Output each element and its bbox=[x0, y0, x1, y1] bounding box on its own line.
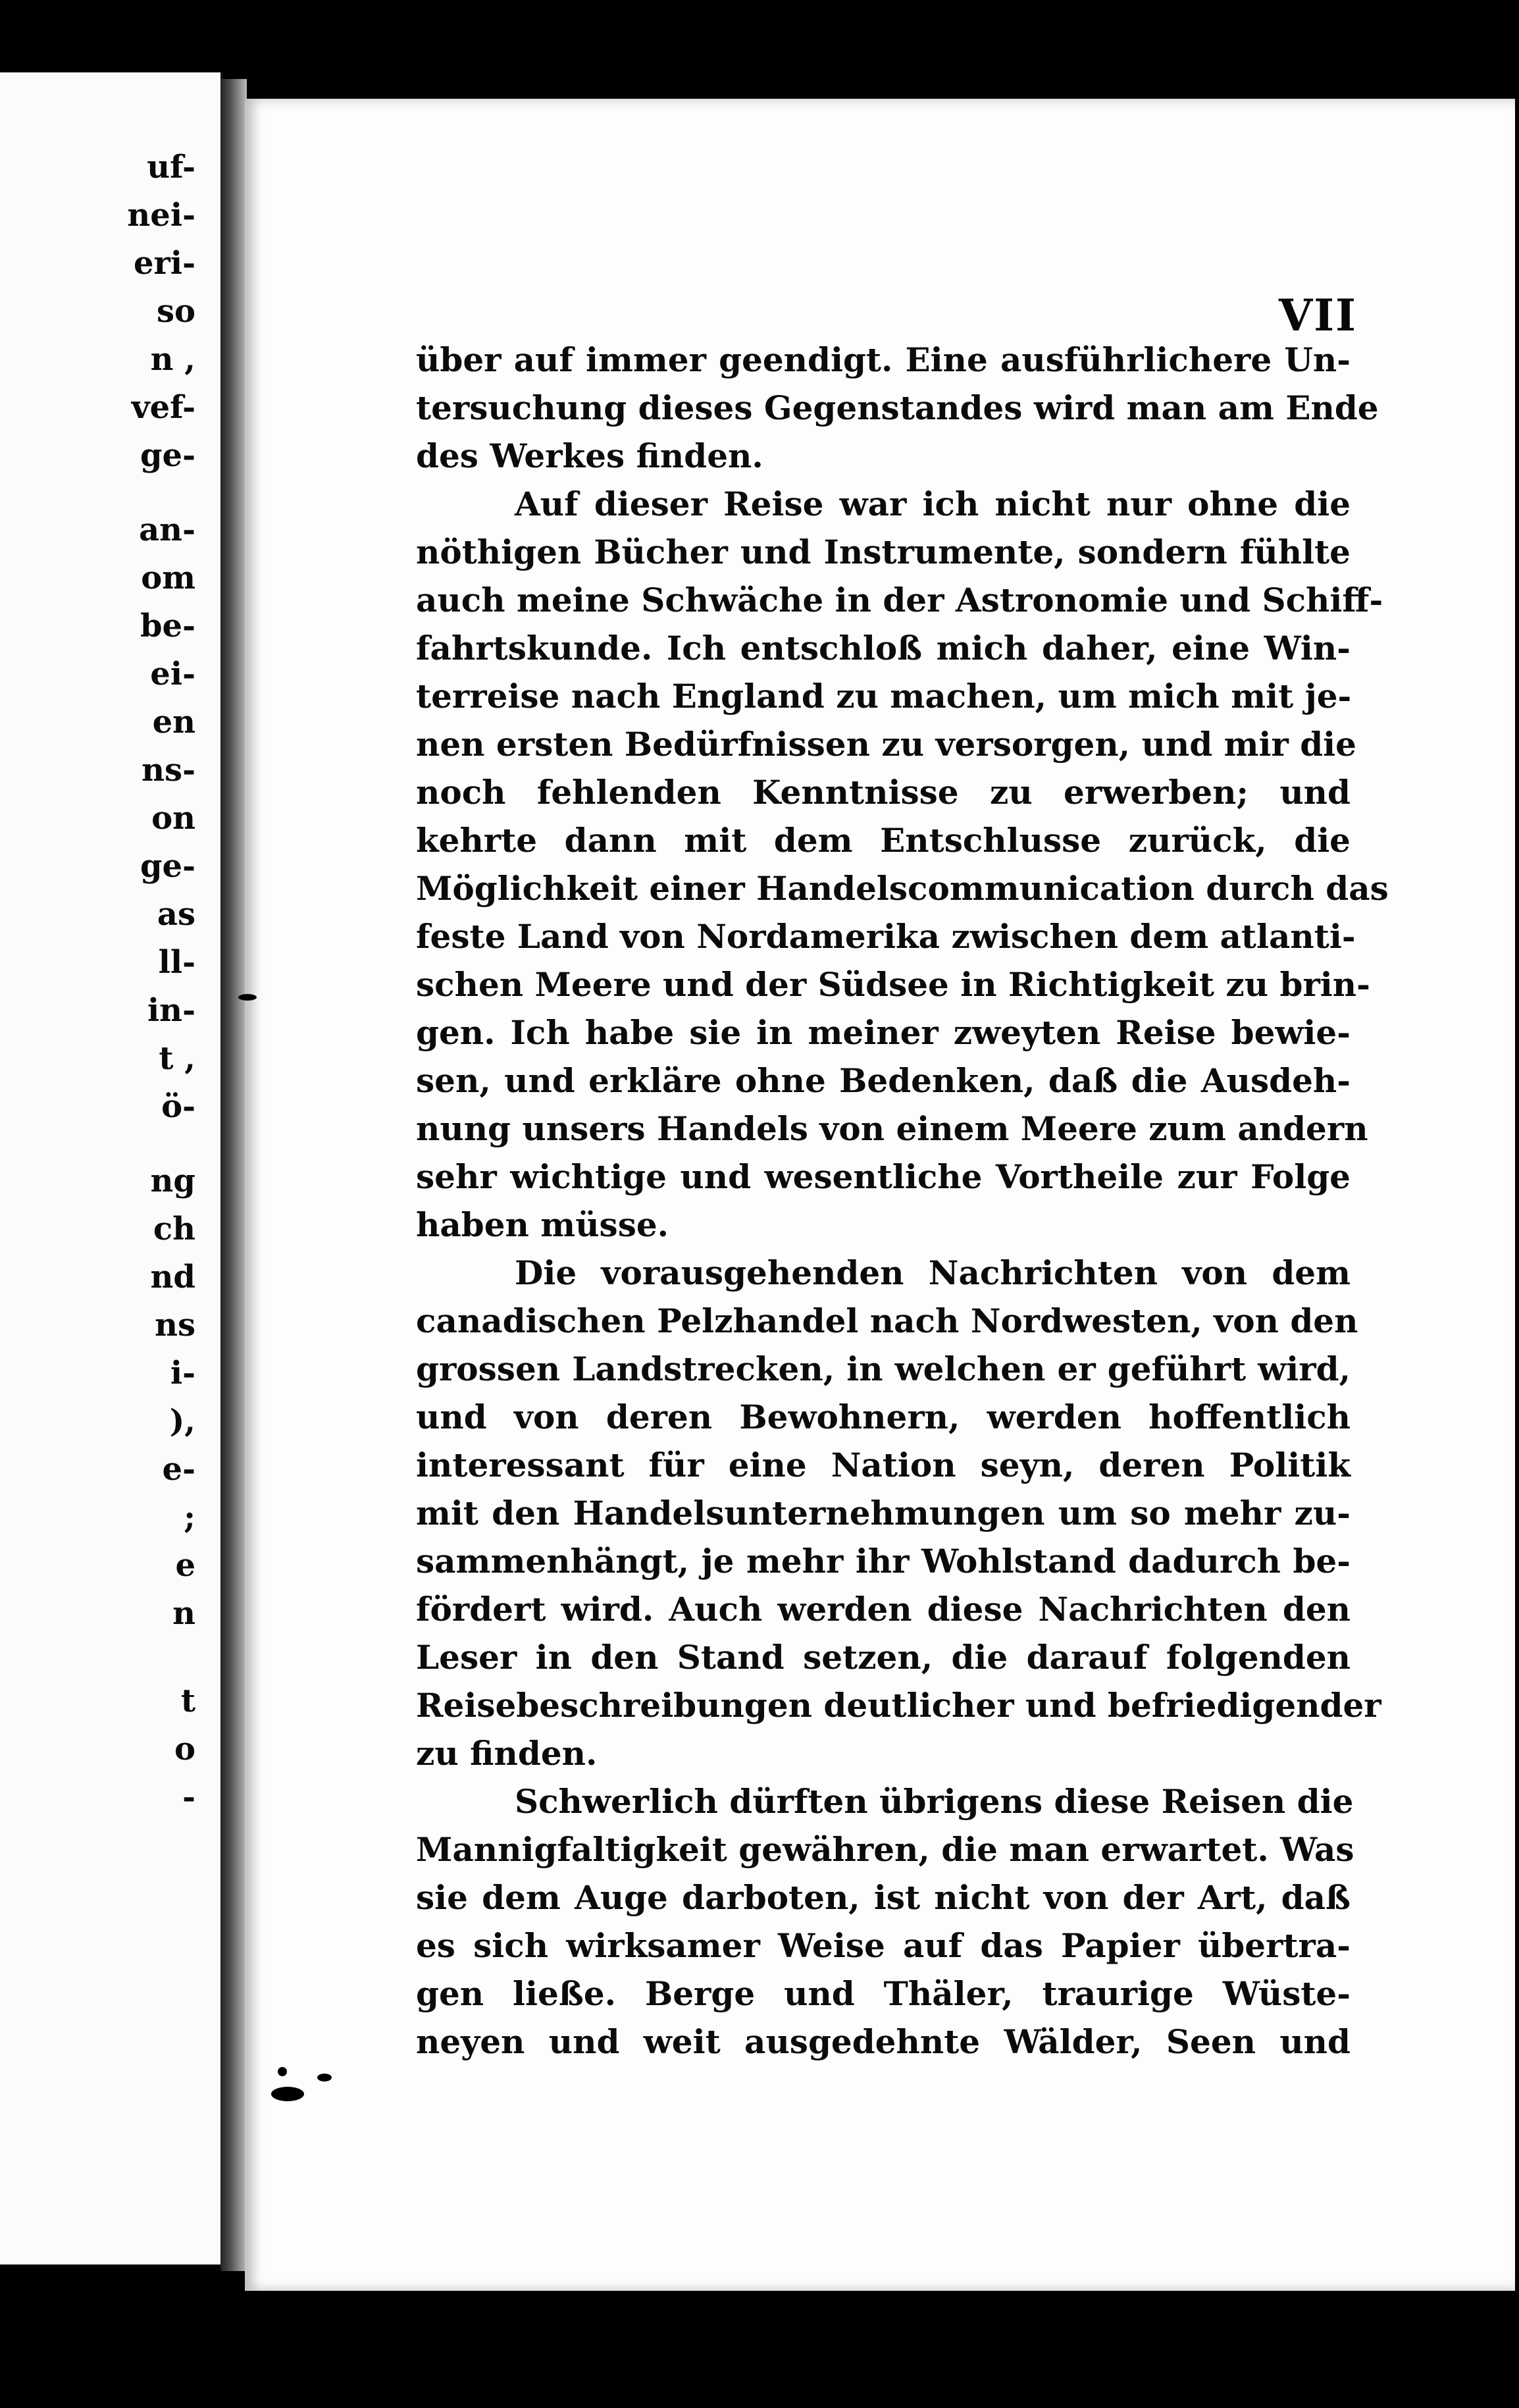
text-line: sie dem Auge darboten, ist nicht von der Art, daß bbox=[416, 1878, 1351, 1917]
ink-speck bbox=[278, 2067, 287, 2076]
ink-speck bbox=[238, 994, 257, 1001]
previous-page-fragment: in- bbox=[147, 992, 195, 1029]
text-line: nung unsers Handels von einem Meere zum andern bbox=[416, 1109, 1368, 1148]
previous-page-fragment: uf- bbox=[147, 149, 195, 186]
text-line: sammenhängt, je mehr ihr Wohlstand dadurch be- bbox=[416, 1542, 1351, 1581]
previous-page-fragment: ns- bbox=[142, 752, 195, 789]
text-line: fahrtskunde. Ich entschloß mich daher, eine Win- bbox=[416, 629, 1351, 667]
current-page bbox=[245, 99, 1515, 2291]
previous-page-fragment: ei- bbox=[150, 656, 195, 693]
previous-page-edge bbox=[0, 72, 223, 2264]
text-line: Leser in den Stand setzen, die darauf folgenden bbox=[416, 1638, 1351, 1677]
previous-page-fragment: an- bbox=[139, 511, 195, 548]
text-line: Reisebeschreibungen deutlicher und befriedigender bbox=[416, 1686, 1381, 1725]
previous-page-fragment: t bbox=[180, 1683, 195, 1719]
text-line: sehr wichtige und wesentliche Vortheile zur Folge bbox=[416, 1157, 1351, 1196]
text-line: canadischen Pelzhandel nach Nordwesten, von den bbox=[416, 1301, 1358, 1340]
previous-page-fragment: on bbox=[151, 800, 195, 837]
previous-page-fragment: ns bbox=[155, 1307, 195, 1344]
text-line: noch fehlenden Kenntnisse zu erwerben; und bbox=[416, 773, 1351, 812]
previous-page-fragment: ge- bbox=[140, 848, 195, 885]
text-line: gen ließe. Berge und Thäler, traurige Wüste- bbox=[416, 1974, 1351, 2013]
body-text bbox=[416, 336, 1389, 2066]
text-line: haben müsse. bbox=[416, 1205, 669, 1244]
text-line: und von deren Bewohnern, werden hoffentlich bbox=[416, 1398, 1351, 1436]
previous-page-fragment: be- bbox=[140, 608, 195, 644]
previous-page-fragment: ; bbox=[184, 1499, 195, 1536]
previous-page-fragment: ), bbox=[169, 1403, 195, 1440]
previous-page-fragment: ö- bbox=[161, 1088, 195, 1125]
text-line: schen Meere und der Südsee in Richtigkeit zu brin- bbox=[416, 965, 1370, 1004]
text-line: sen, und erkläre ohne Bedenken, daß die Ausdeh- bbox=[416, 1061, 1351, 1100]
previous-page-fragment: eri- bbox=[134, 245, 195, 282]
previous-page-fragment: e- bbox=[162, 1451, 195, 1488]
previous-page-fragment: as bbox=[157, 896, 195, 933]
text-line: zu finden. bbox=[416, 1734, 598, 1773]
text-line: kehrte dann mit dem Entschlusse zurück, die bbox=[416, 821, 1351, 860]
text-line: Möglichkeit einer Handelscommunication durch das bbox=[416, 869, 1389, 908]
text-line: des Werkes finden. bbox=[416, 436, 763, 475]
text-line: terreise nach England zu machen, um mich mit je- bbox=[416, 677, 1352, 716]
text-line: interessant für eine Nation seyn, deren Politik bbox=[416, 1446, 1351, 1484]
previous-page-fragment: i- bbox=[170, 1355, 195, 1392]
previous-page-fragment: e bbox=[175, 1547, 195, 1584]
ink-speck bbox=[271, 2087, 304, 2101]
page-number: VII bbox=[1279, 290, 1357, 341]
previous-page-fragment: n , bbox=[150, 341, 195, 378]
text-line: gen. Ich habe sie in meiner zweyten Reise bewie- bbox=[416, 1013, 1351, 1052]
text-line: es sich wirksamer Weise auf das Papier übertra- bbox=[416, 1926, 1351, 1965]
text-line: Die vorausgehenden Nachrichten von dem bbox=[515, 1253, 1351, 1292]
text-line: tersuchung dieses Gegenstandes wird man am Ende bbox=[416, 388, 1379, 427]
text-line: Auf dieser Reise war ich nicht nur ohne die bbox=[515, 484, 1351, 523]
text-line: grossen Landstrecken, in welchen er geführt wird, bbox=[416, 1349, 1351, 1388]
text-line: nöthigen Bücher und Instrumente, sondern fühlte bbox=[416, 533, 1351, 571]
previous-page-fragment: en bbox=[152, 704, 195, 741]
book-gutter bbox=[220, 79, 247, 2271]
text-line: Schwerlich dürften übrigens diese Reisen die bbox=[515, 1782, 1354, 1821]
previous-page-fragment: - bbox=[182, 1779, 195, 1816]
previous-page-fragment: nd bbox=[150, 1259, 195, 1296]
text-line: Mannigfaltigkeit gewähren, die man erwartet. Was bbox=[416, 1830, 1354, 1869]
previous-page-fragment: so bbox=[156, 293, 195, 330]
text-line: mit den Handelsunternehmungen um so mehr zu- bbox=[416, 1494, 1351, 1532]
text-line: neyen und weit ausgedehnte Wälder, Seen und bbox=[416, 2022, 1351, 2061]
previous-page-fragment: vef- bbox=[131, 389, 195, 426]
previous-page-fragment: ng bbox=[150, 1163, 195, 1199]
text-line: fördert wird. Auch werden diese Nachrichten den bbox=[416, 1590, 1351, 1629]
previous-page-fragment: t , bbox=[159, 1040, 195, 1077]
previous-page-fragment: nei- bbox=[127, 197, 195, 234]
previous-page-fragment: n bbox=[172, 1595, 195, 1632]
previous-page-fragment: ll- bbox=[158, 944, 195, 981]
previous-page-fragment: ch bbox=[153, 1211, 195, 1247]
text-line: über auf immer geendigt. Eine ausführlichere Un- bbox=[416, 340, 1351, 379]
text-line: feste Land von Nordamerika zwischen dem atlanti- bbox=[416, 917, 1356, 956]
text-line: nen ersten Bedürfnissen zu versorgen, und mir die bbox=[416, 725, 1356, 764]
text-line: auch meine Schwäche in der Astronomie und Schiff- bbox=[416, 581, 1383, 619]
previous-page-fragment: o bbox=[174, 1731, 195, 1767]
previous-page-fragment: om bbox=[141, 560, 195, 596]
previous-page-fragment: ge- bbox=[140, 437, 195, 474]
ink-speck bbox=[317, 2074, 332, 2081]
